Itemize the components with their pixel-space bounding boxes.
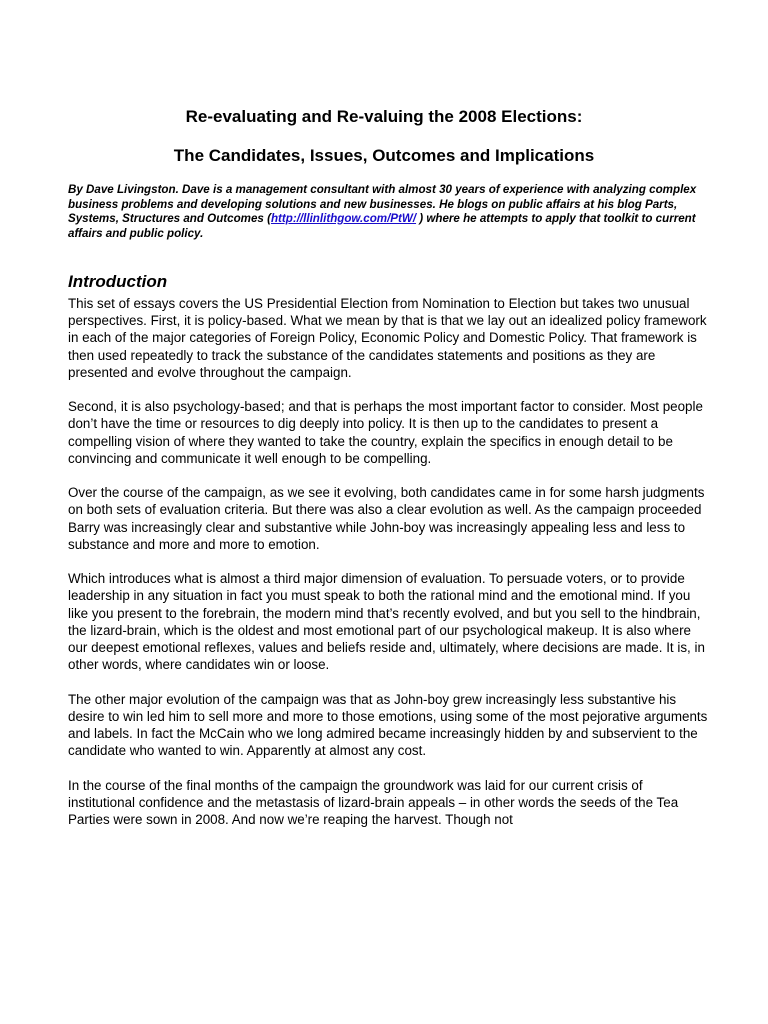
byline-text-after-link: ) where he attempts to apply that toolkit to current affairs and public policy. [68, 212, 696, 240]
author-byline [68, 183, 708, 241]
paragraph: Which introduces what is almost a third major dimension of evaluation. To persuade voters, or to provide leadership in any situation in fact you must speak to both the rational mind and the emotional mind. If you like you present to the forebrain, the modern mind that’s recently evolved, and but you sell to the hindbrain, the lizard-brain, which is the oldest and most emotional part of our psychological makeup. It is also where our deepest emotional reflexes, values and beliefs reside and, ultimately, where decisions are made. It is, in other words, where candidates win or loose. [68, 571, 705, 673]
paragraph: Over the course of the campaign, as we see it evolving, both candidates came in for some harsh judgments on both sets of evaluation criteria. But there was also a clear evolution as well. As the campaign proceeded Barry was increasingly clear and substantive while John-boy was increasingly appealing less and less to substance and more and more to emotion. [68, 485, 705, 552]
paragraph: Second, it is also psychology-based; and that is perhaps the most important factor to consider. Most people don’t have the time or resources to dig deeply into policy. It is then up to the candidates to present a compelling vision of where they wanted to take the country, explain the specifics in enough detail to be convincing and communicate it well enough to be compelling. [68, 399, 703, 466]
document-title: Re-evaluating and Re-valuing the 2008 Elections: [185, 107, 583, 126]
document-subtitle: The Candidates, Issues, Outcomes and Implications [173, 146, 595, 165]
paragraph: This set of essays covers the US Presidential Election from Nomination to Election but takes two unusual perspectives. First, it is policy-based. What we mean by that is that we lay out an idealized policy framework in each of the major categories of Foreign Policy, Economic Policy and Domestic Policy. That framework is then used repeatedly to track the substance of the candidates statements and positions as they are presented and evolve throughout the campaign. [68, 296, 707, 380]
blog-link[interactable]: http://llinlithgow.com/PtW/ [270, 212, 417, 225]
paragraph: The other major evolution of the campaign was that as John-boy grew increasingly less substantive his desire to win led him to sell more and more to those emotions, using some of the most pejorative arguments and labels. In fact the McCain who we long admired became increasingly hidden by and subservient to the candidate who wanted to win. Apparently at almost any cost. [68, 691, 708, 759]
section-heading-introduction: Introduction [68, 272, 168, 291]
byline-text-before-link: By Dave Livingston. Dave is a management consultant with almost 30 years of experience with analyzing complex business problems and developing solutions and new businesses. He blogs on public affairs at his blog Parts, Systems, Structures and Outcomes ( [68, 183, 697, 225]
paragraph: In the course of the final months of the campaign the groundwork was laid for our current crisis of institutional confidence and the metastasis of lizard-brain appeals – in other words the seeds of the Tea Parties were sown in 2008. And now we’re reaping the harvest. Though not [68, 777, 679, 828]
body-text [68, 295, 708, 845]
